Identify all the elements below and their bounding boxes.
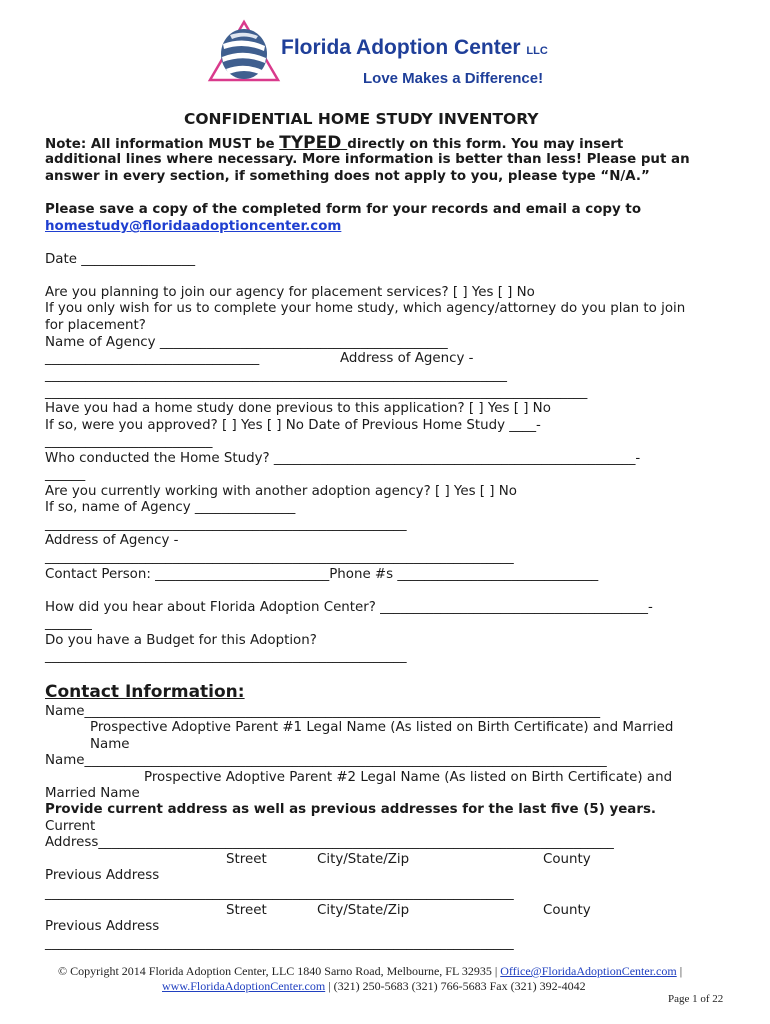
blank-line[interactable]: ______________________________________________________ — [45, 517, 407, 532]
question-conducted-by[interactable]: Who conducted the Home Study? ______________________________________________________- — [45, 451, 641, 466]
street-label: Street — [226, 903, 267, 918]
brand-name: Florida Adoption Center LLC — [281, 36, 548, 59]
county-label: County — [543, 852, 591, 867]
footer-line-1: © Copyright 2014 Florida Adoption Center, LLC 1840 Sarno Road, Melbourne, FL 32935 | Office@FloridaAdoptionCenter.com | — [58, 964, 683, 978]
page-title: CONFIDENTIAL HOME STUDY INVENTORY — [184, 110, 539, 128]
blank-line[interactable]: _____________________________________________________________________ — [45, 368, 507, 383]
address-instruction: Provide current address as well as previous addresses for the last five (5) years. — [45, 802, 656, 817]
blank-line[interactable]: _______ — [45, 616, 92, 631]
brand-tagline: Love Makes a Difference! — [363, 70, 544, 87]
page-number: Page 1 of 22 — [668, 993, 724, 1005]
current-address-field[interactable]: Address_____________________________________________________________________________ — [45, 835, 614, 850]
contact-person-field[interactable]: Contact Person: __________________________Phone #s ______________________________ — [45, 567, 599, 582]
previous-address-label: Previous Address — [45, 919, 160, 934]
parent2-label-2: Married Name — [45, 786, 140, 801]
county-label: County — [543, 903, 591, 918]
note-line-3: answer in every section, if something does not apply to you, please type “N/A.” — [45, 169, 650, 184]
question-home-study-only-2: for placement? — [45, 318, 146, 333]
note-line-1: Note: All information MUST be TYPED directly on this form. You may insert — [45, 133, 624, 153]
question-budget: Do you have a Budget for this Adoption? — [45, 633, 317, 648]
parent1-label-2: Name — [90, 737, 130, 752]
blank-line[interactable]: _________________________ — [45, 434, 213, 449]
agency-address-label: Address of Agency - — [340, 351, 474, 366]
parent2-name-field[interactable]: Name______________________________________________________________________________ — [45, 753, 607, 768]
previous-address-field[interactable]: ______________________________________________________________________ — [45, 936, 514, 951]
previous-address-label: Previous Address — [45, 868, 160, 883]
parent1-label-1: Prospective Adoptive Parent #1 Legal Name (As listed on Birth Certificate) and Married — [90, 720, 674, 735]
footer-line-2: www.FloridaAdoptionCenter.com | (321) 250-5683 (321) 766-5683 Fax (321) 392-4042 — [162, 979, 586, 993]
question-other-agency[interactable]: Are you currently working with another adoption agency? [ ] Yes [ ] No — [45, 484, 517, 499]
agency-name-continued[interactable]: ________________________________ — [45, 351, 260, 366]
blank-line[interactable]: _________________________________________________________________________________ — [45, 385, 588, 400]
other-agency-name-field[interactable]: If so, name of Agency _______________ — [45, 500, 296, 515]
office-email-link[interactable]: Office@FloridaAdoptionCenter.com — [500, 964, 677, 978]
budget-field[interactable]: ______________________________________________________ — [45, 649, 407, 664]
question-approved[interactable]: If so, were you approved? [ ] Yes [ ] No Date of Previous Home Study ____- — [45, 418, 541, 433]
typed-emphasis: TYPED — [279, 133, 348, 153]
question-previous-home-study[interactable]: Have you had a home study done previous to this application? [ ] Yes [ ] No — [45, 401, 551, 416]
parent2-label-1: Prospective Adoptive Parent #2 Legal Name (As listed on Birth Certificate) and — [144, 770, 673, 785]
brand-suffix: LLC — [526, 45, 548, 57]
question-hear-about[interactable]: How did you hear about Florida Adoption Center? ________________________________________- — [45, 600, 653, 615]
save-note: Please save a copy of the completed form for your records and email a copy to — [45, 202, 642, 217]
previous-address-field[interactable]: ______________________________________________________________________ — [45, 886, 514, 901]
current-label: Current — [45, 819, 96, 834]
email-link[interactable]: homestudy@floridaadoptioncenter.com — [45, 219, 342, 234]
other-agency-address-label: Address of Agency - — [45, 533, 179, 548]
date-field[interactable]: Date _________________ — [45, 252, 196, 267]
parent1-name-field[interactable]: Name_____________________________________________________________________________ — [45, 704, 601, 719]
city-label: City/State/Zip — [317, 852, 410, 867]
note-line-2: additional lines where necessary. More information is better than less! Please put an — [45, 152, 690, 167]
city-label: City/State/Zip — [317, 903, 410, 918]
logo-icon — [204, 18, 284, 88]
street-label: Street — [226, 852, 267, 867]
question-join-agency[interactable]: Are you planning to join our agency for placement services? [ ] Yes [ ] No — [45, 285, 535, 300]
question-home-study-only-1: If you only wish for us to complete your home study, which agency/attorney do you plan to join — [45, 301, 686, 316]
blank-line[interactable]: ______________________________________________________________________ — [45, 550, 514, 565]
contact-heading: Contact Information: — [45, 682, 245, 702]
blank-line[interactable]: ______ — [45, 467, 86, 482]
agency-name-field[interactable]: Name of Agency ___________________________________________ — [45, 335, 448, 350]
website-link[interactable]: www.FloridaAdoptionCenter.com — [162, 979, 326, 993]
